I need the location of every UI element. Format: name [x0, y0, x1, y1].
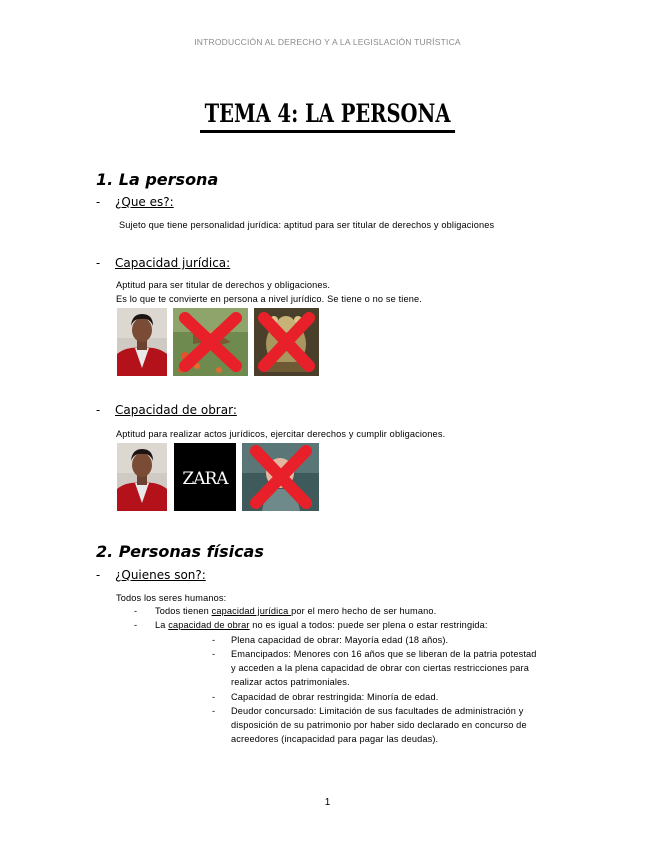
bullet-label: Capacidad de obrar:	[115, 403, 237, 417]
list-dash: -	[134, 620, 138, 630]
section-heading-1: 1. La persona	[96, 170, 219, 189]
bullet-dash: -	[96, 195, 101, 209]
definition-text: Sujeto que tiene personalidad jurídica: aptitud para ser titular de derechos y obligaciones	[119, 220, 495, 230]
capacidad-obrar-line1: Aptitud para realizar actos jurídicos, ejercitar derechos y cumplir obligaciones.	[116, 429, 446, 439]
section-heading-2: 2. Personas físicas	[96, 542, 264, 561]
zara-logo-image	[174, 443, 236, 511]
page-number: 1	[324, 797, 331, 808]
sublist-item-2-line3: realizar actos patrimoniales.	[231, 677, 350, 687]
item-text: no es igual a todos: puede ser plena o estar restringida:	[249, 620, 488, 630]
bullet-dash: -	[96, 568, 101, 582]
sublist-item-1: Plena capacidad de obrar: Mayoría edad (18 años).	[231, 635, 449, 645]
sublist-dash: -	[212, 706, 216, 716]
bullet-dash: -	[96, 403, 101, 417]
sublist-item-2-line2: y acceden a la plena capacidad de obrar con ciertas restricciones para	[231, 663, 530, 673]
item-text: por el mero hecho de ser humano.	[291, 606, 437, 616]
sublist-item-4-line2: disposición de su patrimonio por haber sido declarado en concurso de	[231, 720, 527, 730]
item-text: La	[155, 620, 169, 630]
personas-intro: Todos los seres humanos:	[116, 593, 227, 603]
baby-photo	[242, 443, 319, 511]
sublist-item-3: Capacidad de obrar restringida: Minoría de edad.	[231, 692, 439, 702]
sublist-item-4-line3: acreedores (incapacidad para pagar las deudas).	[231, 734, 439, 744]
page-title	[0, 98, 655, 133]
bullet-label: ¿Que es?:	[115, 195, 174, 209]
list-dash: -	[134, 606, 138, 616]
item-text: Todos tienen	[155, 606, 212, 616]
capacidad-juridica-line2: Es lo que te convierte en persona a nivel jurídico. Se tiene o no se tiene.	[116, 294, 422, 304]
object-photo	[254, 308, 319, 376]
zara-logo-text: ZARA	[182, 469, 228, 489]
capacidad-juridica-line1: Aptitud para ser titular de derechos y obligaciones.	[116, 280, 331, 290]
underlined-term: capacidad jurídica	[211, 606, 292, 616]
person-photo-2	[117, 443, 167, 511]
bullet-label: Capacidad jurídica:	[115, 256, 231, 270]
title-text: TEMA 4: LA PERSONA	[200, 98, 455, 133]
bullet-dash: -	[96, 256, 101, 270]
sublist-dash: -	[212, 692, 216, 702]
sublist-item-2-line1: Emancipados: Menores con 16 años que se liberan de la patria potestad	[231, 649, 537, 659]
bullet-label: ¿Quienes son?:	[115, 568, 206, 582]
underlined-term: capacidad de obrar	[168, 620, 250, 630]
list-item-2	[155, 620, 488, 630]
sublist-item-4-line1: Deudor concursado: Limitación de sus facultades de administración y	[231, 706, 524, 716]
running-header: INTRODUCCIÓN AL DERECHO Y A LA LEGISLACIÓN TURÍSTICA	[194, 37, 461, 47]
person-photo	[117, 308, 167, 376]
sublist-dash: -	[212, 649, 216, 659]
sublist-dash: -	[212, 635, 216, 645]
animal-photo	[173, 308, 248, 376]
list-item-1	[155, 606, 436, 616]
